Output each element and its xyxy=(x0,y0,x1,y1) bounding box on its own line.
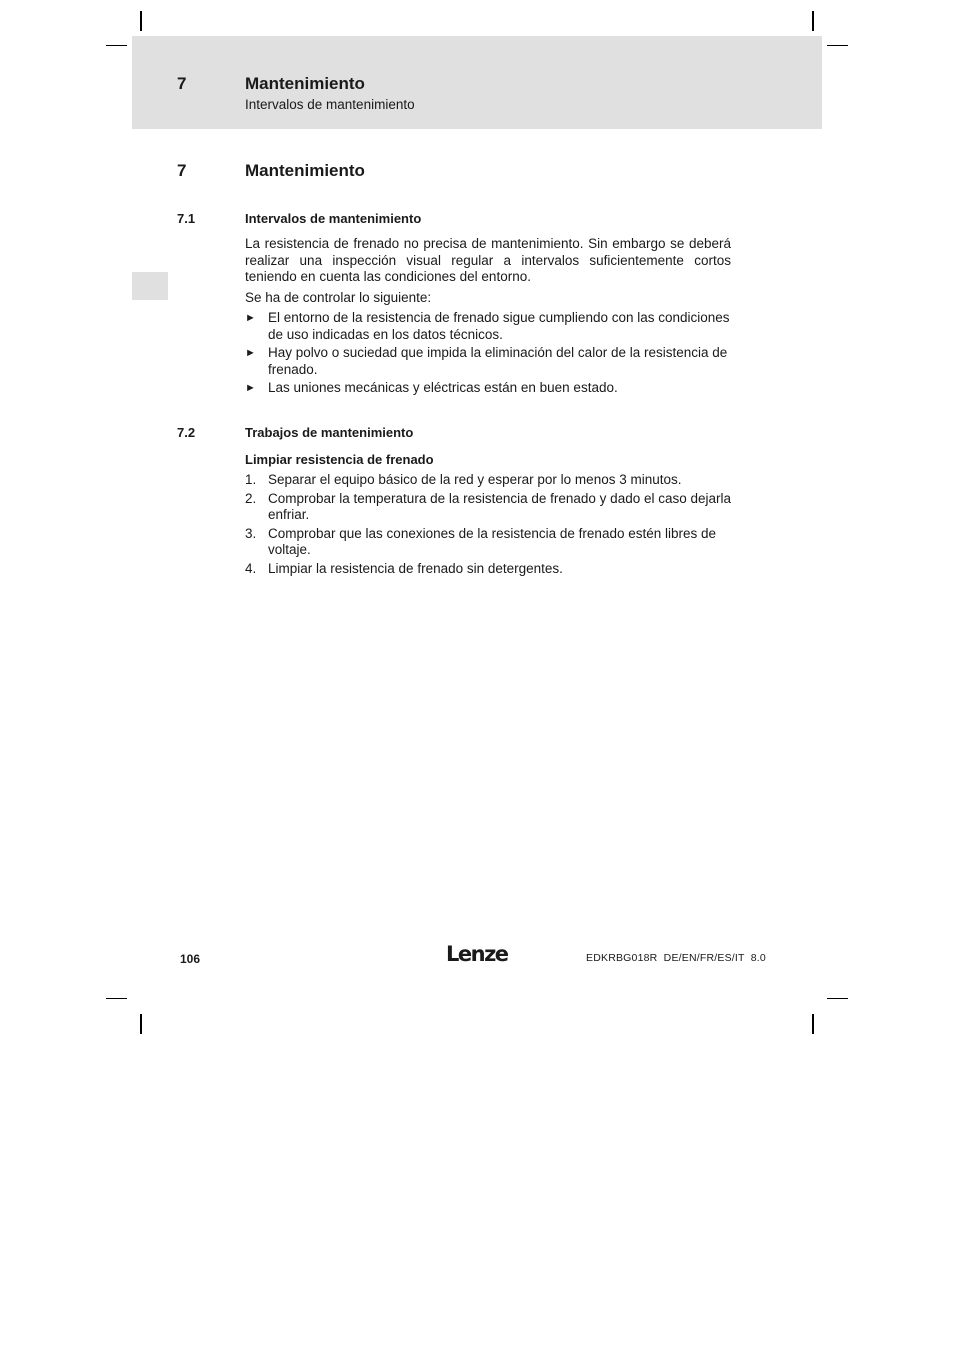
list-item-text: Hay polvo o suciedad que impida la eliminación del calor de la resistencia de frenado. xyxy=(268,345,728,377)
list-item xyxy=(245,380,731,397)
list-item xyxy=(245,472,731,489)
list-item-text: Las uniones mecánicas y eléctricas están en buen estado. xyxy=(268,380,618,395)
crop-mark-top-left-h xyxy=(106,45,127,46)
cleaning-steps-list xyxy=(245,472,731,579)
list-item xyxy=(245,310,731,343)
page-number: 106 xyxy=(180,952,201,966)
section-7-1-title: Intervalos de mantenimiento xyxy=(245,211,422,226)
section-7-1-number: 7.1 xyxy=(177,211,196,226)
step-number: 3. xyxy=(245,525,257,541)
bullet-arrow-icon: ► xyxy=(245,312,256,324)
header-band xyxy=(132,36,822,129)
side-tab-marker xyxy=(132,272,168,300)
lenze-logo: Lenze xyxy=(446,942,508,966)
step-number: 1. xyxy=(245,472,257,487)
list-item-text: Comprobar que las conexiones de la resistencia de frenado estén libres de voltaje. xyxy=(268,525,717,557)
section-7-2-number: 7.2 xyxy=(177,425,196,440)
list-item-text: Limpiar la resistencia de frenado sin detergentes. xyxy=(268,560,563,576)
document-id: EDKRBG018R DE/EN/FR/ES/IT 8.0 xyxy=(586,952,766,964)
bullet-arrow-icon: ► xyxy=(245,347,256,359)
header-section-subtitle: Intervalos de mantenimiento xyxy=(245,97,415,112)
crop-mark-top-right-h xyxy=(827,45,848,46)
section-7-2-title: Trabajos de mantenimiento xyxy=(245,425,414,440)
crop-mark-bottom-left xyxy=(140,1014,142,1034)
list-item xyxy=(245,491,731,524)
crop-mark-bottom-right-h xyxy=(827,998,848,999)
section-7-2-subheading: Limpiar resistencia de frenado xyxy=(245,452,434,467)
chapter-title: Mantenimiento xyxy=(245,161,365,180)
crop-mark-top-left xyxy=(140,11,142,31)
chapter-number: 7 xyxy=(177,161,187,180)
check-bullet-list xyxy=(245,310,731,399)
header-chapter-number: 7 xyxy=(177,74,187,93)
list-item xyxy=(245,345,731,378)
section-7-1-intro: Se ha de controlar lo siguiente: xyxy=(245,290,432,305)
header-chapter-title: Mantenimiento xyxy=(245,74,365,93)
crop-mark-bottom-left-h xyxy=(106,998,127,999)
crop-mark-bottom-right xyxy=(812,1014,814,1034)
list-item xyxy=(245,526,731,559)
bullet-arrow-icon: ► xyxy=(245,382,256,394)
list-item-text: El entorno de la resistencia de frenado sigue cumpliendo con las condiciones de uso indicadas en los datos técnicos. xyxy=(268,310,730,342)
list-item-text: Separar el equipo básico de la red y esperar por lo menos 3 minutos. xyxy=(268,472,682,487)
step-number: 4. xyxy=(245,560,257,576)
section-7-1-paragraph: La resistencia de frenado no precisa de mantenimiento. Sin embargo se deberá realizar una inspección visual regular a intervalos suficientemente cortos teniendo en cuenta las condiciones del entorno. xyxy=(245,236,731,284)
list-item xyxy=(245,561,731,578)
step-number: 2. xyxy=(245,490,257,506)
crop-mark-top-right xyxy=(812,11,814,31)
list-item-text: Comprobar la temperatura de la resistencia de frenado y dado el caso dejarla enfriar. xyxy=(268,490,732,522)
